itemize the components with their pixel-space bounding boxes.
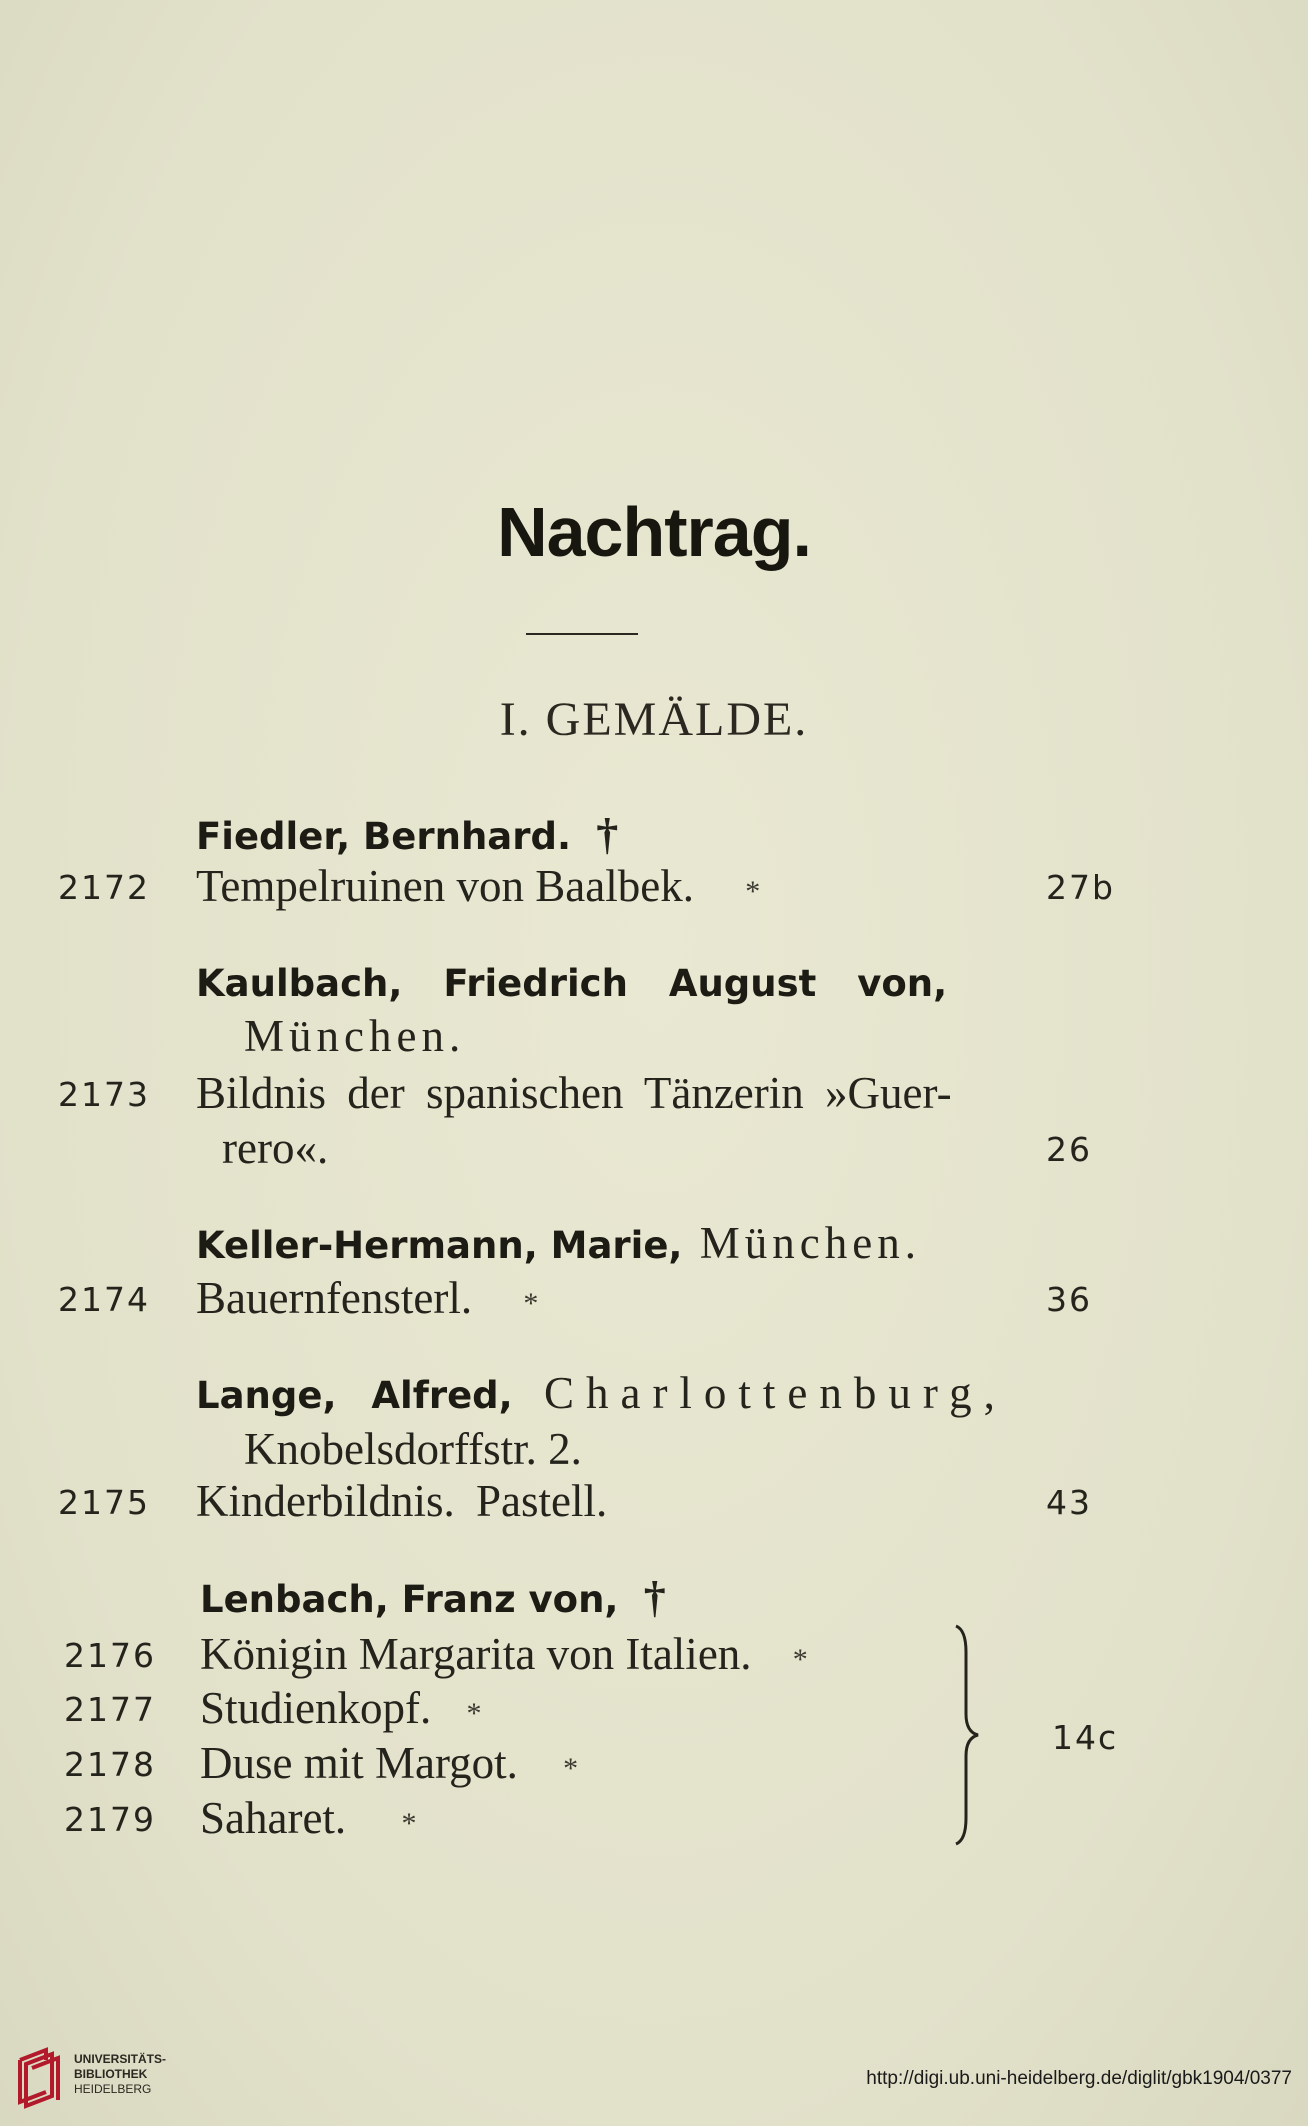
room-reference: 14c	[1052, 1718, 1119, 1757]
dagger-mark: †	[643, 1573, 666, 1622]
artwork-title-text: Tempelruinen von Baalbek.	[196, 861, 694, 911]
catalog-number: 2175	[58, 1483, 150, 1522]
page-title: Nachtrag.	[497, 493, 811, 571]
artist-name: Keller-Hermann, Marie,	[196, 1224, 683, 1267]
dagger-mark: †	[596, 810, 619, 859]
catalog-number: 2177	[64, 1690, 156, 1729]
artwork-title	[200, 1682, 482, 1734]
room-reference: 26	[1046, 1130, 1092, 1169]
artwork-title	[196, 860, 760, 912]
artwork-title	[200, 1792, 416, 1844]
artwork-title	[196, 1272, 538, 1324]
bleed-through-texture	[700, 230, 710, 277]
room-reference: 27b	[1046, 868, 1115, 907]
asterisk-mark: *	[401, 1807, 417, 1840]
artist-name: Lenbach, Franz von,	[200, 1578, 619, 1621]
grouping-brace	[942, 1622, 988, 1848]
artwork-title-text: Studienkopf.	[200, 1683, 432, 1733]
library-name	[74, 2052, 166, 2097]
artist-city: München.	[699, 1218, 921, 1268]
asterisk-mark: *	[523, 1287, 539, 1320]
library-name-line: BIBLIOTHEK	[74, 2067, 148, 2081]
catalog-number: 2178	[64, 1745, 156, 1784]
catalog-number: 2179	[64, 1800, 156, 1839]
artist-name: Kaulbach, Friedrich August von,	[196, 962, 948, 1005]
room-reference: 36	[1046, 1280, 1092, 1319]
artist-heading	[196, 1217, 921, 1269]
artwork-title-text: Duse mit Margot.	[200, 1738, 518, 1788]
artwork-title-text: Bauernfensterl.	[196, 1273, 473, 1323]
catalog-number: 2176	[64, 1636, 156, 1675]
artist-heading	[200, 1571, 666, 1623]
artwork-title: Kinderbildnis. Pastell.	[196, 1476, 608, 1526]
room-reference: 43	[1046, 1483, 1092, 1522]
catalog-number: 2174	[58, 1280, 150, 1319]
artist-address: Knobelsdorffstr. 2.	[244, 1424, 582, 1474]
library-name-line: UNIVERSITÄTS-	[74, 2052, 167, 2066]
artist-heading	[196, 1367, 1007, 1419]
catalog-number: 2172	[58, 868, 150, 907]
asterisk-mark: *	[792, 1643, 808, 1676]
title-divider	[526, 633, 638, 635]
library-logo	[14, 2046, 68, 2110]
artist-city: München.	[244, 1011, 466, 1061]
asterisk-mark: *	[466, 1697, 482, 1730]
artist-name: Lange, Alfred,	[196, 1374, 513, 1417]
library-name-line: HEIDELBERG	[74, 2082, 152, 2096]
artwork-title-text: Königin Margarita von Italien.	[200, 1629, 752, 1679]
asterisk-mark: *	[563, 1752, 579, 1785]
artwork-title	[200, 1628, 808, 1680]
source-url[interactable]: http://digi.ub.uni-heidelberg.de/diglit/gbk1904/0377	[866, 2068, 1292, 2089]
artist-city: Charlottenburg,	[543, 1368, 1007, 1418]
artwork-title: Bildnis der spanischen Tänzerin »Guer-	[196, 1068, 952, 1118]
catalog-number: 2173	[58, 1075, 150, 1114]
asterisk-mark: *	[745, 875, 761, 908]
artwork-title-text: Saharet.	[200, 1793, 347, 1843]
artwork-title	[200, 1737, 578, 1789]
artwork-title-continued: rero«.	[222, 1123, 329, 1173]
section-heading: I. GEMÄLDE.	[499, 693, 809, 746]
artist-heading	[196, 955, 947, 1007]
artist-name: Fiedler, Bernhard.	[196, 815, 572, 858]
artist-heading	[196, 808, 618, 860]
